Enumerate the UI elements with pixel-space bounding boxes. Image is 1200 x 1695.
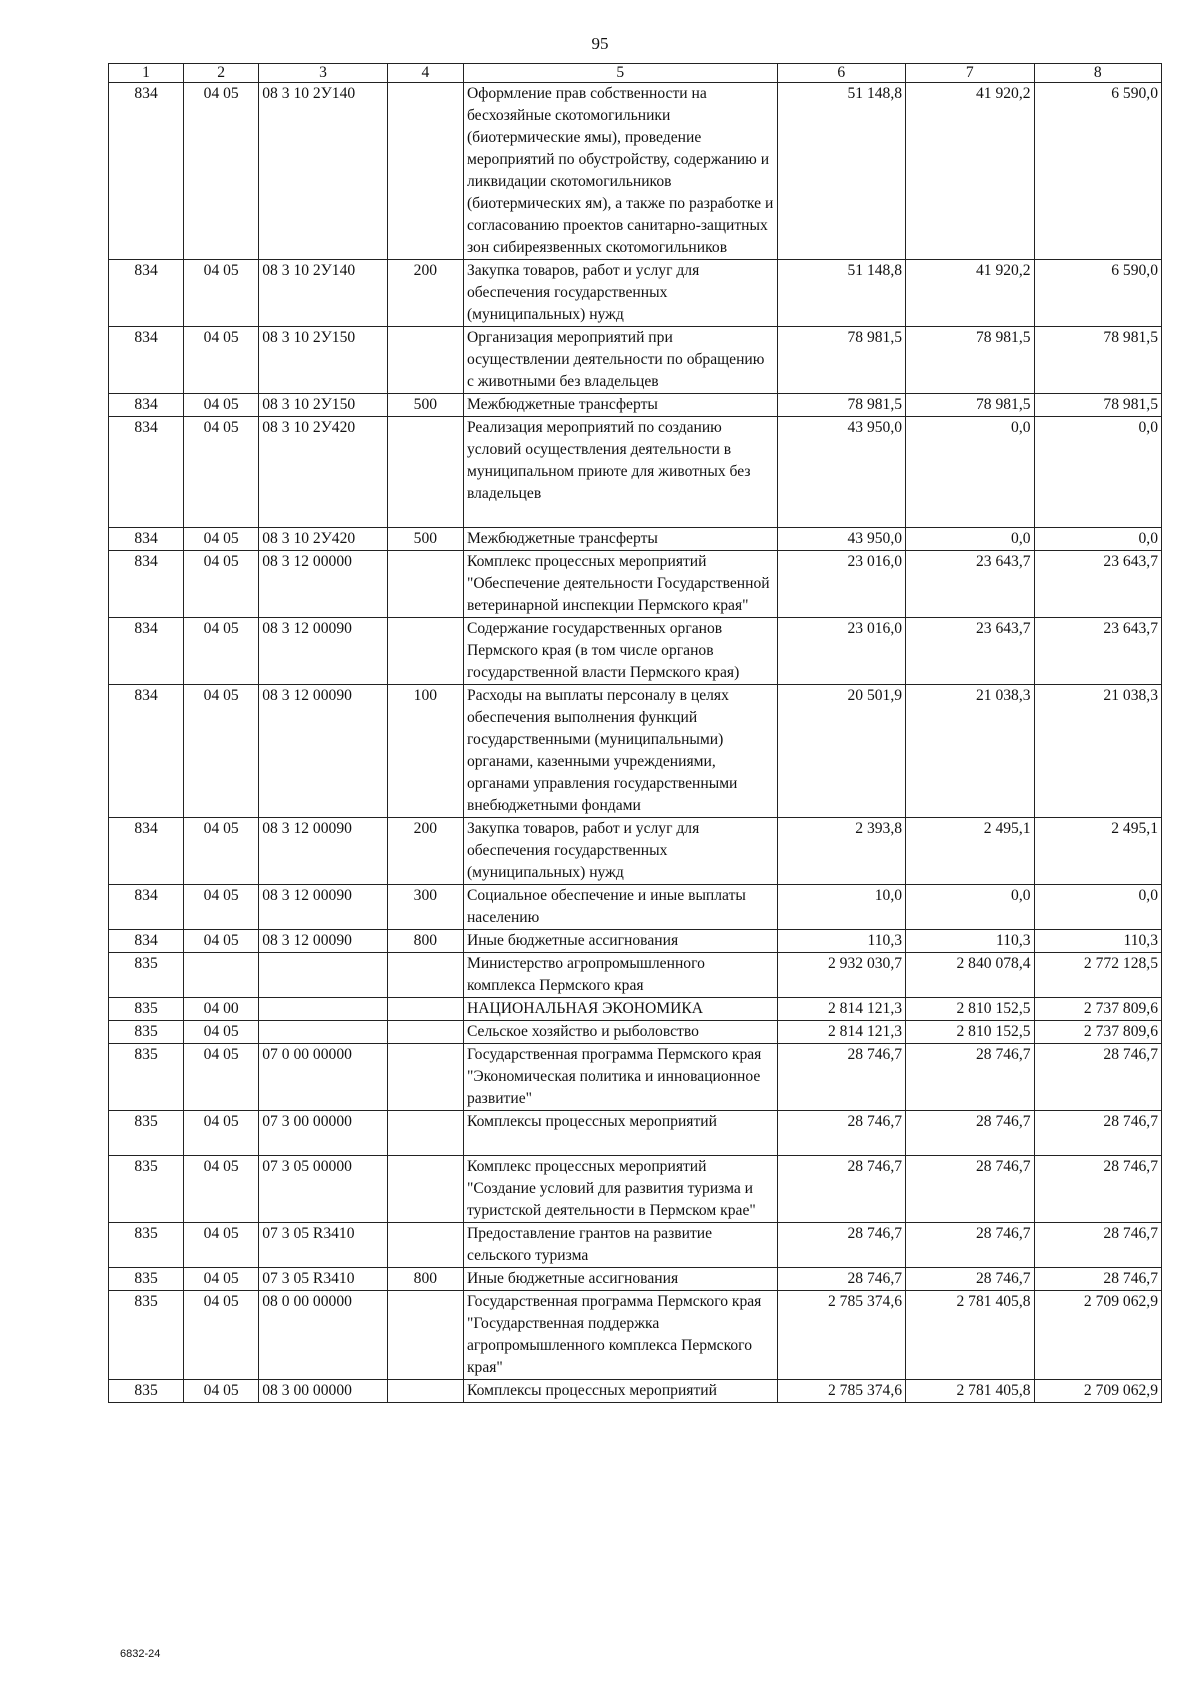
- cell-amount-year3: 0,0: [1034, 417, 1161, 528]
- cell-section: 04 05: [184, 1223, 259, 1268]
- cell-section: 04 05: [184, 1156, 259, 1223]
- cell-amount-year1: 2 785 374,6: [777, 1380, 905, 1403]
- cell-amount-year2: 28 746,7: [906, 1156, 1034, 1223]
- cell-description: Комплекс процессных мероприятий "Обеспечение деятельности Государственной ветеринарной инспекции Пермского края": [463, 551, 777, 618]
- cell-amount-year2: 78 981,5: [906, 327, 1034, 394]
- cell-amount-year2: 2 781 405,8: [906, 1291, 1034, 1380]
- cell-section: 04 05: [184, 685, 259, 818]
- cell-ministry: 835: [109, 1223, 184, 1268]
- cell-target-article: 07 3 05 R3410: [259, 1223, 387, 1268]
- cell-amount-year2: 0,0: [906, 528, 1034, 551]
- cell-section: 04 05: [184, 1044, 259, 1111]
- cell-section: 04 05: [184, 528, 259, 551]
- cell-description: Комплекс процессных мероприятий "Создание условий для развития туризма и туристской деятельности в Пермском крае": [463, 1156, 777, 1223]
- table-row: [109, 818, 1162, 885]
- cell-amount-year2: 2 810 152,5: [906, 998, 1034, 1021]
- cell-target-article: 07 3 05 R3410: [259, 1268, 387, 1291]
- cell-amount-year2: 78 981,5: [906, 394, 1034, 417]
- table-row: [109, 83, 1162, 260]
- table-row: [109, 1021, 1162, 1044]
- cell-expense-type: [387, 1291, 463, 1380]
- cell-section: 04 05: [184, 1021, 259, 1044]
- cell-description: Государственная программа Пермского края "Экономическая политика и инновационное развитие": [463, 1044, 777, 1111]
- cell-amount-year3: 28 746,7: [1034, 1044, 1161, 1111]
- column-header: 7: [906, 64, 1034, 83]
- cell-amount-year1: 51 148,8: [777, 83, 905, 260]
- cell-expense-type: [387, 1380, 463, 1403]
- cell-description: Закупка товаров, работ и услуг для обеспечения государственных (муниципальных) нужд: [463, 818, 777, 885]
- cell-ministry: 835: [109, 998, 184, 1021]
- cell-ministry: 835: [109, 1268, 184, 1291]
- cell-target-article: 08 3 10 2У150: [259, 327, 387, 394]
- cell-target-article: 08 0 00 00000: [259, 1291, 387, 1380]
- column-header: 1: [109, 64, 184, 83]
- cell-amount-year2: 41 920,2: [906, 260, 1034, 327]
- cell-amount-year1: 51 148,8: [777, 260, 905, 327]
- cell-ministry: 834: [109, 260, 184, 327]
- cell-ministry: 834: [109, 885, 184, 930]
- cell-amount-year3: 28 746,7: [1034, 1268, 1161, 1291]
- cell-description: Иные бюджетные ассигнования: [463, 1268, 777, 1291]
- cell-amount-year3: 2 737 809,6: [1034, 998, 1161, 1021]
- cell-amount-year3: 2 709 062,9: [1034, 1291, 1161, 1380]
- cell-description: Государственная программа Пермского края "Государственная поддержка агропромышленного комплекса Пермского края": [463, 1291, 777, 1380]
- cell-section: 04 05: [184, 818, 259, 885]
- cell-section: [184, 953, 259, 998]
- cell-description: Межбюджетные трансферты: [463, 528, 777, 551]
- cell-target-article: 08 3 10 2У150: [259, 394, 387, 417]
- cell-section: 04 05: [184, 327, 259, 394]
- cell-amount-year3: 2 772 128,5: [1034, 953, 1161, 998]
- cell-amount-year1: 28 746,7: [777, 1044, 905, 1111]
- cell-amount-year2: 2 810 152,5: [906, 1021, 1034, 1044]
- table-row: [109, 260, 1162, 327]
- cell-amount-year1: 10,0: [777, 885, 905, 930]
- cell-target-article: 08 3 12 00090: [259, 818, 387, 885]
- cell-expense-type: [387, 1156, 463, 1223]
- cell-description: Министерство агропромышленного комплекса Пермского края: [463, 953, 777, 998]
- cell-expense-type: [387, 1111, 463, 1156]
- cell-amount-year1: 28 746,7: [777, 1111, 905, 1156]
- cell-expense-type: 100: [387, 685, 463, 818]
- budget-table: [108, 63, 1162, 1403]
- table-row: [109, 1044, 1162, 1111]
- table-row: [109, 1156, 1162, 1223]
- cell-amount-year1: 20 501,9: [777, 685, 905, 818]
- cell-expense-type: [387, 1021, 463, 1044]
- cell-target-article: [259, 953, 387, 998]
- cell-amount-year1: 43 950,0: [777, 528, 905, 551]
- cell-amount-year1: 43 950,0: [777, 417, 905, 528]
- cell-section: 04 05: [184, 417, 259, 528]
- cell-description: Предоставление грантов на развитие сельского туризма: [463, 1223, 777, 1268]
- cell-target-article: 08 3 12 00090: [259, 618, 387, 685]
- cell-description: Организация мероприятий при осуществлении деятельности по обращению с животными без владельцев: [463, 327, 777, 394]
- table-row: [109, 1291, 1162, 1380]
- cell-ministry: 835: [109, 1380, 184, 1403]
- cell-ministry: 835: [109, 1111, 184, 1156]
- cell-amount-year2: 21 038,3: [906, 685, 1034, 818]
- cell-ministry: 834: [109, 618, 184, 685]
- cell-target-article: 07 0 00 00000: [259, 1044, 387, 1111]
- table-row: [109, 327, 1162, 394]
- cell-ministry: 834: [109, 83, 184, 260]
- cell-description: НАЦИОНАЛЬНАЯ ЭКОНОМИКА: [463, 998, 777, 1021]
- cell-amount-year1: 2 814 121,3: [777, 1021, 905, 1044]
- cell-section: 04 05: [184, 1380, 259, 1403]
- cell-target-article: 08 3 10 2У420: [259, 417, 387, 528]
- cell-amount-year3: 23 643,7: [1034, 618, 1161, 685]
- column-header: 2: [184, 64, 259, 83]
- table-row: [109, 998, 1162, 1021]
- cell-amount-year2: 28 746,7: [906, 1111, 1034, 1156]
- cell-amount-year2: 0,0: [906, 417, 1034, 528]
- cell-amount-year2: 28 746,7: [906, 1268, 1034, 1291]
- cell-amount-year1: 2 785 374,6: [777, 1291, 905, 1380]
- cell-section: 04 05: [184, 260, 259, 327]
- cell-amount-year2: 2 495,1: [906, 818, 1034, 885]
- cell-target-article: 08 3 12 00090: [259, 685, 387, 818]
- cell-expense-type: 800: [387, 930, 463, 953]
- cell-section: 04 05: [184, 551, 259, 618]
- cell-target-article: 07 3 05 00000: [259, 1156, 387, 1223]
- column-header: 3: [259, 64, 387, 83]
- table-row: [109, 1268, 1162, 1291]
- cell-amount-year2: 0,0: [906, 885, 1034, 930]
- cell-amount-year3: 78 981,5: [1034, 327, 1161, 394]
- cell-description: Реализация мероприятий по созданию условий осуществления деятельности в муниципальном приюте для животных без владельцев: [463, 417, 777, 528]
- table-row: [109, 953, 1162, 998]
- cell-amount-year2: 41 920,2: [906, 83, 1034, 260]
- cell-description: Оформление прав собственности на бесхозяйные скотомогильники (биотермические ямы), проведение мероприятий по обустройству, содержанию и ликвидации скотомогильников (биотермических ям), а также по разработке и согласованию проектов санитарно-защитных зон сибиреязвенных скотомогильников: [463, 83, 777, 260]
- cell-expense-type: [387, 83, 463, 260]
- cell-ministry: 834: [109, 394, 184, 417]
- cell-ministry: 835: [109, 1291, 184, 1380]
- table-row: [109, 1111, 1162, 1156]
- cell-amount-year1: 2 932 030,7: [777, 953, 905, 998]
- cell-ministry: 835: [109, 1156, 184, 1223]
- cell-amount-year3: 78 981,5: [1034, 394, 1161, 417]
- cell-expense-type: 200: [387, 260, 463, 327]
- cell-expense-type: [387, 1223, 463, 1268]
- cell-expense-type: [387, 953, 463, 998]
- cell-expense-type: 500: [387, 528, 463, 551]
- cell-ministry: 835: [109, 1044, 184, 1111]
- cell-section: 04 05: [184, 1291, 259, 1380]
- cell-amount-year1: 28 746,7: [777, 1268, 905, 1291]
- cell-amount-year3: 110,3: [1034, 930, 1161, 953]
- table-row: [109, 1380, 1162, 1403]
- page-number: 95: [591, 34, 609, 53]
- cell-expense-type: [387, 1044, 463, 1111]
- cell-description: Расходы на выплаты персоналу в целях обеспечения выполнения функций государственными (муниципальными) органами, казенными учреждениями, органами управления государственными внебюджетными фондами: [463, 685, 777, 818]
- table-body: [109, 83, 1162, 1403]
- cell-target-article: 08 3 12 00090: [259, 930, 387, 953]
- cell-section: 04 00: [184, 998, 259, 1021]
- cell-target-article: 08 3 10 2У140: [259, 83, 387, 260]
- cell-section: 04 05: [184, 394, 259, 417]
- cell-amount-year2: 110,3: [906, 930, 1034, 953]
- cell-expense-type: [387, 327, 463, 394]
- cell-expense-type: [387, 417, 463, 528]
- cell-amount-year3: 28 746,7: [1034, 1223, 1161, 1268]
- cell-target-article: 08 3 12 00000: [259, 551, 387, 618]
- cell-section: 04 05: [184, 618, 259, 685]
- cell-section: 04 05: [184, 1111, 259, 1156]
- cell-expense-type: [387, 551, 463, 618]
- cell-amount-year1: 78 981,5: [777, 327, 905, 394]
- cell-expense-type: [387, 618, 463, 685]
- cell-amount-year3: 6 590,0: [1034, 260, 1161, 327]
- cell-description: Комплексы процессных мероприятий: [463, 1111, 777, 1156]
- cell-expense-type: [387, 998, 463, 1021]
- cell-amount-year2: 28 746,7: [906, 1223, 1034, 1268]
- cell-target-article: 08 3 12 00090: [259, 885, 387, 930]
- table-row: [109, 685, 1162, 818]
- cell-description: Социальное обеспечение и иные выплаты населению: [463, 885, 777, 930]
- cell-amount-year1: 28 746,7: [777, 1223, 905, 1268]
- cell-amount-year1: 2 393,8: [777, 818, 905, 885]
- cell-section: 04 05: [184, 885, 259, 930]
- cell-ministry: 835: [109, 1021, 184, 1044]
- cell-target-article: 08 3 10 2У420: [259, 528, 387, 551]
- column-header: 5: [463, 64, 777, 83]
- cell-amount-year1: 78 981,5: [777, 394, 905, 417]
- cell-amount-year3: 21 038,3: [1034, 685, 1161, 818]
- cell-amount-year3: 2 709 062,9: [1034, 1380, 1161, 1403]
- document-code: 6832-24: [120, 1648, 161, 1660]
- table-row: [109, 885, 1162, 930]
- cell-ministry: 834: [109, 930, 184, 953]
- table-row: [109, 528, 1162, 551]
- cell-amount-year3: 23 643,7: [1034, 551, 1161, 618]
- table-row: [109, 930, 1162, 953]
- column-header: 4: [387, 64, 463, 83]
- table-row: [109, 417, 1162, 528]
- cell-ministry: 834: [109, 551, 184, 618]
- cell-amount-year1: 23 016,0: [777, 618, 905, 685]
- cell-description: Сельское хозяйство и рыболовство: [463, 1021, 777, 1044]
- cell-amount-year2: 23 643,7: [906, 551, 1034, 618]
- cell-target-article: [259, 1021, 387, 1044]
- cell-amount-year1: 2 814 121,3: [777, 998, 905, 1021]
- cell-amount-year2: 28 746,7: [906, 1044, 1034, 1111]
- cell-amount-year1: 23 016,0: [777, 551, 905, 618]
- cell-amount-year1: 28 746,7: [777, 1156, 905, 1223]
- cell-target-article: 08 3 00 00000: [259, 1380, 387, 1403]
- table-row: [109, 1223, 1162, 1268]
- cell-amount-year3: 0,0: [1034, 528, 1161, 551]
- cell-amount-year3: 28 746,7: [1034, 1111, 1161, 1156]
- cell-amount-year3: 2 495,1: [1034, 818, 1161, 885]
- cell-amount-year3: 0,0: [1034, 885, 1161, 930]
- cell-expense-type: 200: [387, 818, 463, 885]
- cell-ministry: 834: [109, 685, 184, 818]
- cell-amount-year3: 28 746,7: [1034, 1156, 1161, 1223]
- table-row: [109, 618, 1162, 685]
- cell-ministry: 834: [109, 417, 184, 528]
- cell-description: Комплексы процессных мероприятий: [463, 1380, 777, 1403]
- table-row: [109, 551, 1162, 618]
- cell-ministry: 834: [109, 818, 184, 885]
- table-row: [109, 394, 1162, 417]
- cell-target-article: 08 3 10 2У140: [259, 260, 387, 327]
- cell-expense-type: 800: [387, 1268, 463, 1291]
- cell-description: Закупка товаров, работ и услуг для обеспечения государственных (муниципальных) нужд: [463, 260, 777, 327]
- column-header: 6: [777, 64, 905, 83]
- cell-target-article: [259, 998, 387, 1021]
- header-row: [109, 64, 1162, 83]
- cell-ministry: 834: [109, 327, 184, 394]
- cell-target-article: 07 3 00 00000: [259, 1111, 387, 1156]
- cell-description: Межбюджетные трансферты: [463, 394, 777, 417]
- cell-description: Содержание государственных органов Пермского края (в том числе органов государственной власти Пермского края): [463, 618, 777, 685]
- cell-description: Иные бюджетные ассигнования: [463, 930, 777, 953]
- cell-section: 04 05: [184, 1268, 259, 1291]
- cell-amount-year1: 110,3: [777, 930, 905, 953]
- cell-ministry: 835: [109, 953, 184, 998]
- cell-expense-type: 500: [387, 394, 463, 417]
- cell-amount-year2: 23 643,7: [906, 618, 1034, 685]
- column-header: 8: [1034, 64, 1161, 83]
- cell-amount-year2: 2 781 405,8: [906, 1380, 1034, 1403]
- cell-amount-year2: 2 840 078,4: [906, 953, 1034, 998]
- cell-amount-year3: 2 737 809,6: [1034, 1021, 1161, 1044]
- cell-section: 04 05: [184, 83, 259, 260]
- cell-amount-year3: 6 590,0: [1034, 83, 1161, 260]
- cell-section: 04 05: [184, 930, 259, 953]
- cell-ministry: 834: [109, 528, 184, 551]
- cell-expense-type: 300: [387, 885, 463, 930]
